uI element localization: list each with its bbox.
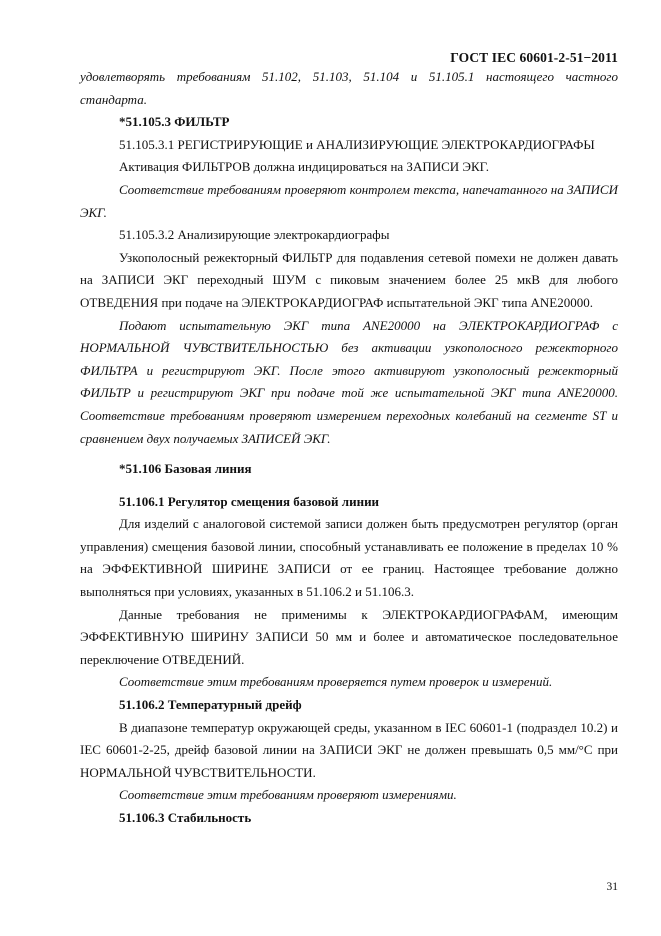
subsection-heading-stability: 51.106.3 Стабильность (119, 810, 252, 825)
paragraph-not-applicable: Данные требования не применимы к ЭЛЕКТРОКАРДИОГРАФАМ, имеющим ЭФФЕКТИВНУЮ ШИРИНУ ЗАПИСИ 50 мм и более и автоматическое последовательное переключение ОТВЕДЕНИЙ. (80, 606, 618, 667)
paragraph-notch-filter: Узкополосный режекторный ФИЛЬТР для подавления сетевой помехи не должен давать на ЗАПИСИ ЭКГ переходный ШУМ с пиковым значением более 25 мкВ для любого ОТВЕДЕНИЯ при подаче на ЭЛЕКТРОКАРДИОГРАФ испытательной ЭКГ типа ANE20000. (80, 249, 618, 310)
paragraph-compliance-continuation: удовлетворять требованиям 51.102, 51.103, 51.104 и 51.105.1 настоящего частного стандарта. (80, 69, 618, 107)
subsection-heading-temperature-drift: 51.106.2 Температурный дрейф (119, 697, 302, 713)
paragraph-compliance-text-check: Соответствие требованиям проверяют контролем текста, напечатанного на ЗАПИСИ ЭКГ. (80, 181, 618, 220)
paragraph-baseline-offset-requirement: Для изделий с аналоговой системой записи должен быть предусмотрен регулятор (орган управления) смещения базовой линии, способный устанавливать ее положение в пределах 10 % на ЭФФЕКТИВНОЙ ШИРИНЕ ЗАПИСИ от ее границ. Настоящее требование должно выполняться при условиях, указанных в 51.106.2 и 51.106.3. (80, 516, 618, 600)
document-header: ГОСТ IEC 60601-2-51−2011 (450, 50, 618, 65)
subsection-heading-baseline-offset: 51.106.1 Регулятор смещения базовой линии (119, 493, 380, 509)
section-heading-filter: *51.105.3 ФИЛЬТР (119, 114, 230, 130)
subsection-heading-analyzing: 51.105.3.2 Анализирующие электрокардиографы (119, 227, 390, 243)
page-number: 31 (606, 881, 618, 893)
paragraph-compliance-test-procedure: Подают испытательную ЭКГ типа ANE20000 на ЭЛЕКТРОКАРДИОГРАФ с НОРМАЛЬНОЙ ЧУВСТВИТЕЛЬНОСТЬЮ без активации узкополосного режекторного ФИЛЬТРА и регистрируют ЭКГ. После этого активируют узкополосный режекторный ФИЛЬТР и регистрируют ЭКГ при подаче той же испытательной ЭКГ типа ANE20000. Соответствие требованиям проверяют измерением переходных колебаний на сегменте ST и сравнением двух получаемых ЗАПИСЕЙ ЭКГ. (80, 317, 618, 446)
document-body (80, 66, 618, 830)
section-heading-baseline: *51.106 Базовая линия (119, 461, 252, 477)
paragraph-compliance-inspection: Соответствие этим требованиям проверяется путем проверок и измерений. (119, 674, 553, 690)
paragraph-temperature-drift: В диапазоне температур окружающей среды, указанном в IEC 60601-1 (подраздел 10.2) и IEC 60601-2-25, дрейф базовой линии на ЗАПИСИ ЭКГ не должен превышать 0,5 мм/°С при НОРМАЛЬНОЙ ЧУВСТВИТЕЛЬНОСТИ. (80, 719, 618, 780)
subsection-heading-recording-analyzing: 51.105.3.1 РЕГИСТРИРУЮЩИЕ и АНАЛИЗИРУЮЩИЕ ЭЛЕКТРОКАРДИОГРАФЫ (119, 136, 595, 152)
paragraph-compliance-measurement: Соответствие этим требованиям проверяют измерениями. (119, 787, 457, 803)
paragraph-filter-activation: Активация ФИЛЬТРОВ должна индицироваться на ЗАПИСИ ЭКГ. (119, 159, 489, 175)
